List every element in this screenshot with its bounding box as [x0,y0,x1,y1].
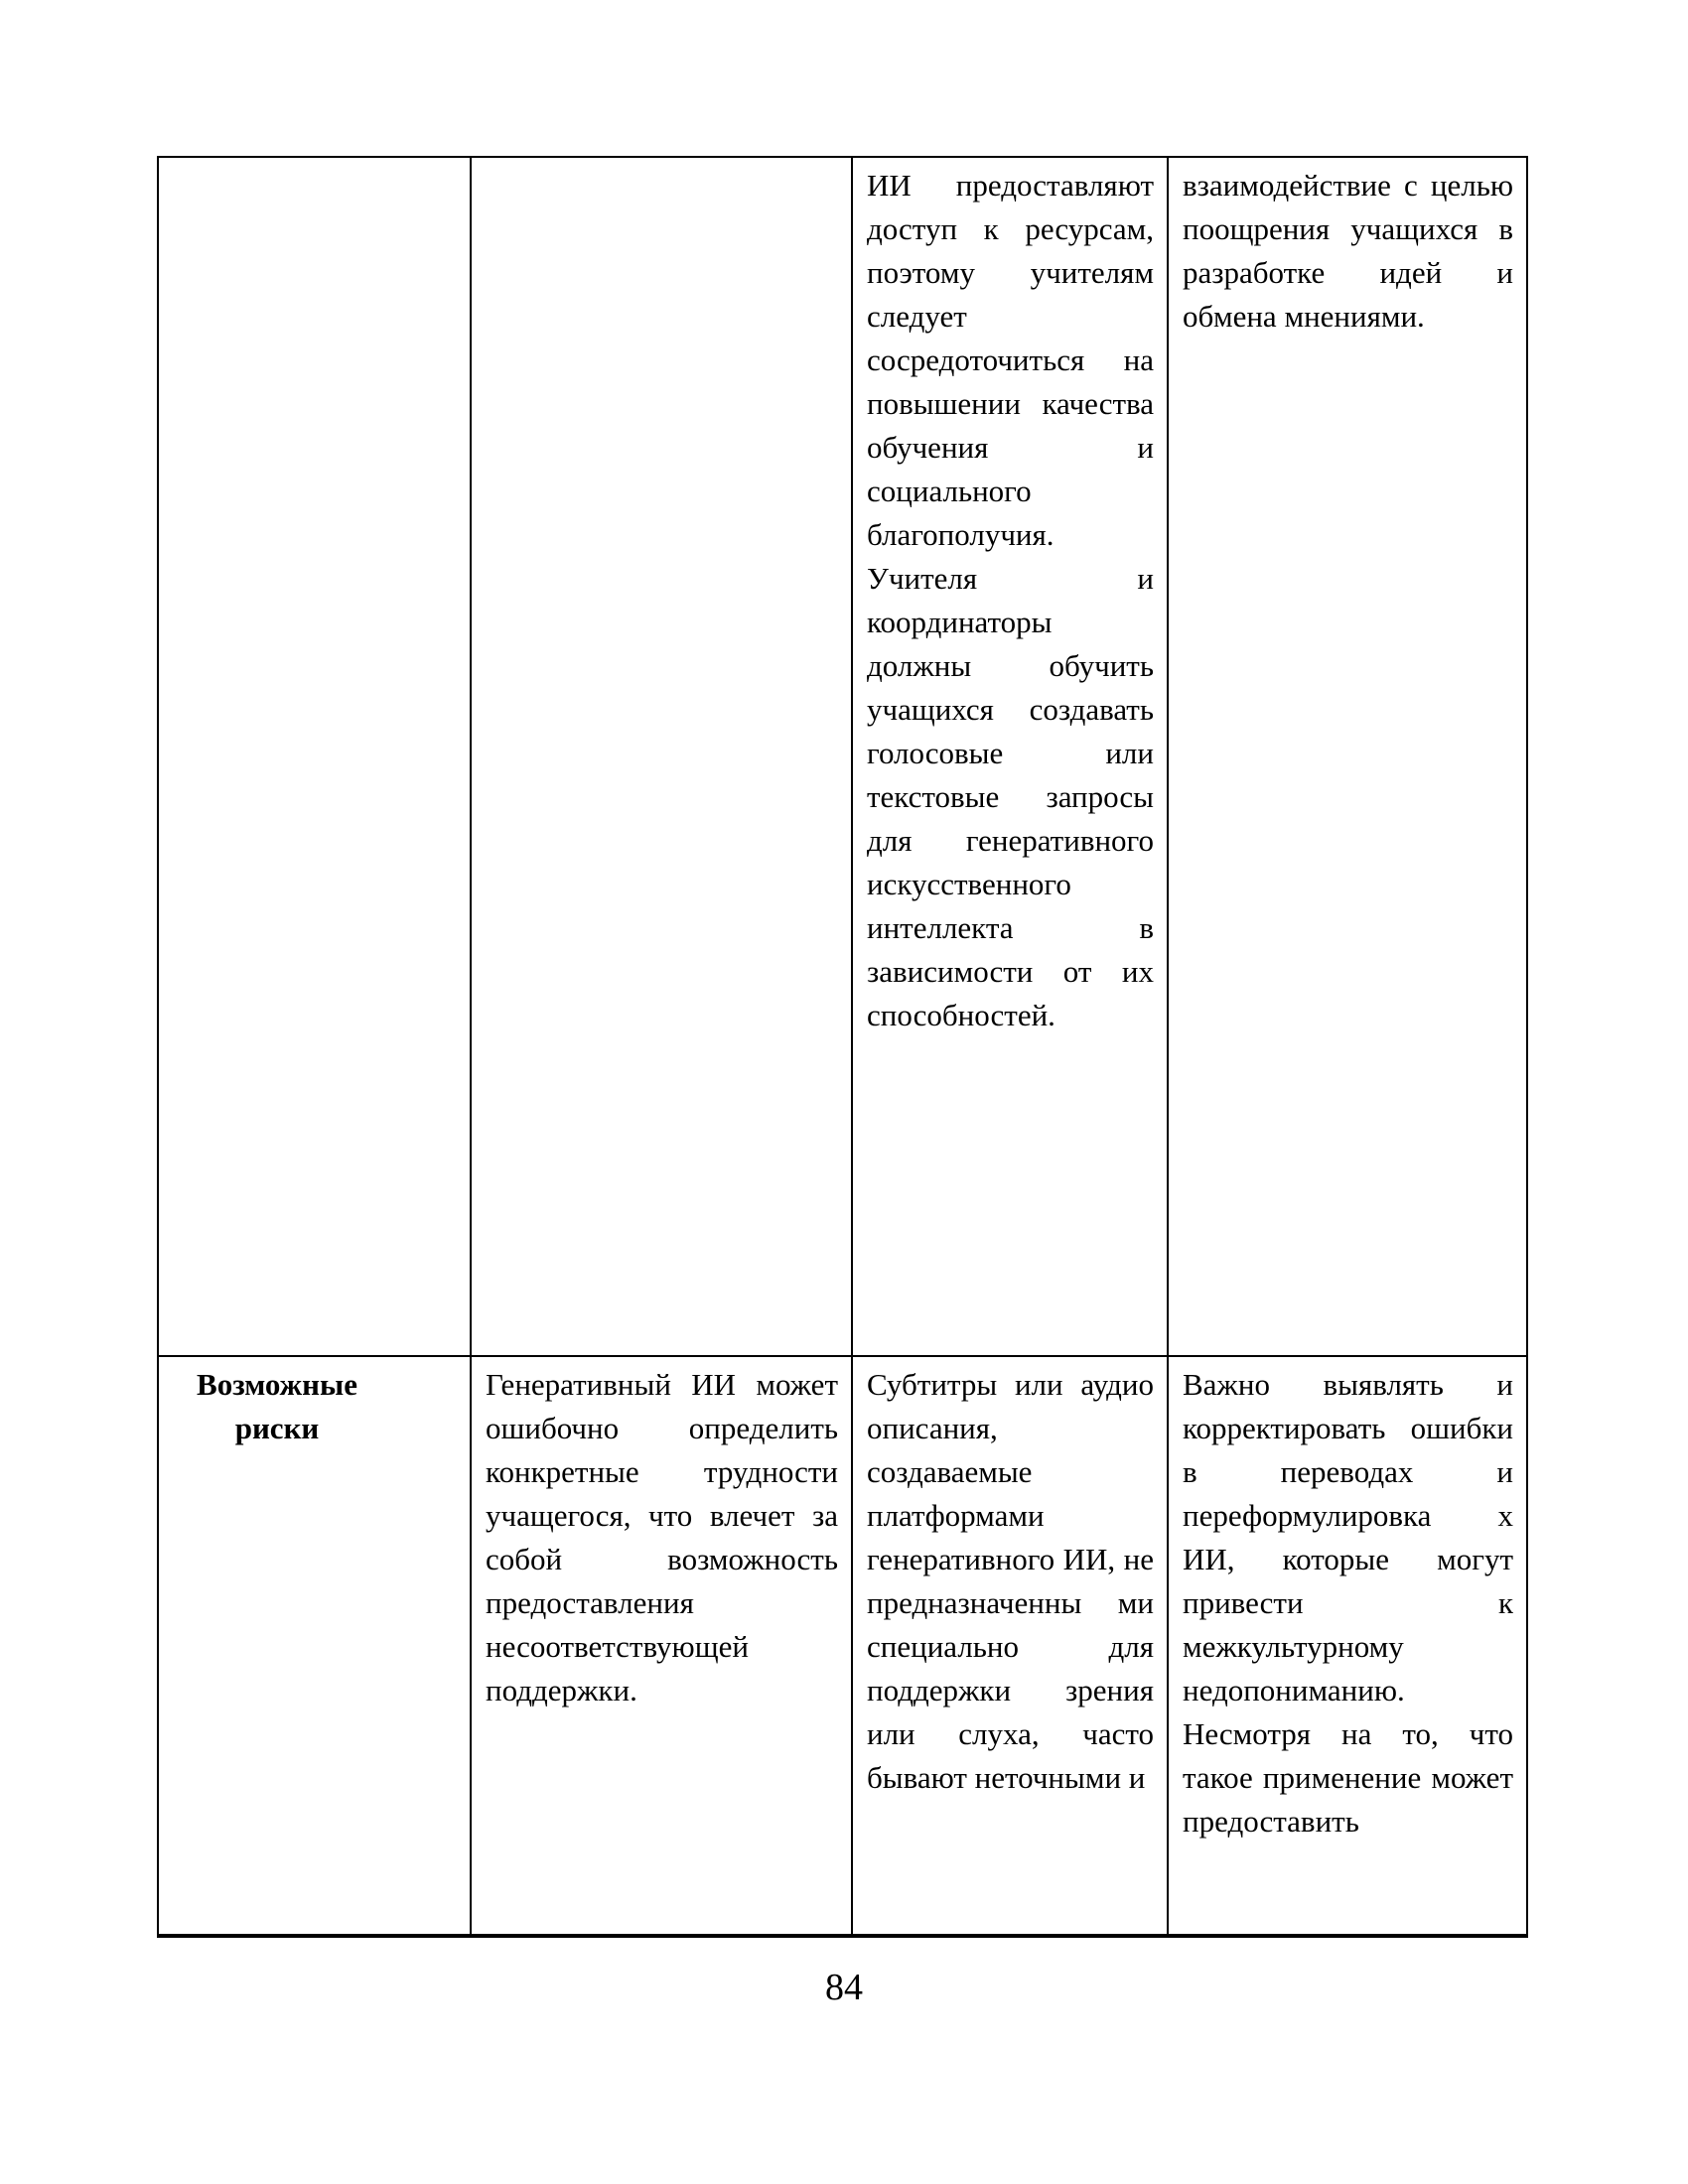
page-number: 84 [825,1967,863,2008]
cell-row2-col3-subtitles [852,1356,1168,1936]
cell-text: Генеративный ИИ может ошибочно определить конкретные трудности учащегося, что влечет за собой возможность предоставления несоответствующей поддержки. [486,1367,838,1707]
cell-row2-col1-risks-header [158,1356,471,1936]
cell-text: ИИ предоставляют доступ к ресурсам, поэтому учителям следует сосредоточиться на повышении качества обучения и социального благополучия. Учителя и координаторы должны обучить учащихся создавать голосовые или текстовые запросы для генеративного искусственного интеллекта в зависимости от их способностей. [867,168,1154,1032]
cell-row1-col4-interaction [1168,157,1527,1356]
cell-row2-col4-translation-errors [1168,1356,1527,1936]
content-table [157,156,1528,1938]
cell-row1-col1-empty [158,157,471,1356]
cell-row1-col2-empty [471,157,852,1356]
table-row-possible-risks [158,1356,1527,1936]
cell-row2-col2-misidentify [471,1356,852,1936]
table-row-continued [158,157,1527,1356]
row-header-label: Возможные риски [197,1367,357,1445]
cell-row1-col3-ai-access [852,157,1168,1356]
cell-text: взаимодействие с целью поощрения учащихся в разработке идей и обмена мнениями. [1183,168,1513,334]
cell-text: Субтитры или аудио описания, создаваемые платформами генеративного ИИ, не предназначенны ми специально для поддержки зрения или слуха, часто бывают неточными и [867,1367,1154,1795]
cell-text: Важно выявлять и корректировать ошибки в переводах и переформулировка х ИИ, которые могут привести к межкультурному недопониманию. Несмотря на то, что такое применение может предоставить [1183,1367,1513,1839]
